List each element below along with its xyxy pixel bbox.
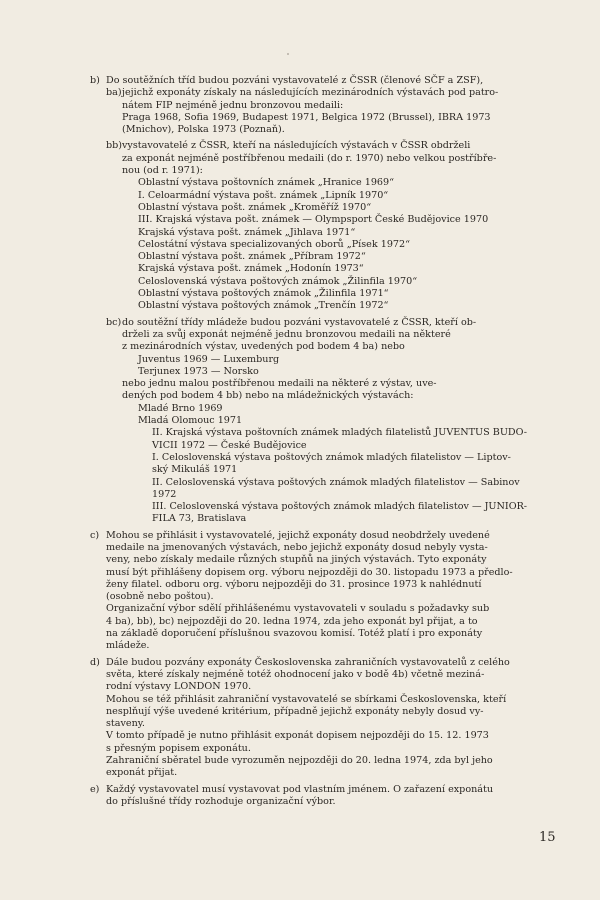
ba-line: nátem FIP nejméně jednu bronzovou medaili:	[122, 99, 344, 111]
d-line: V tomto případě je nutno přihlásit exponát dopisem nejpozději do 15. 12. 1973	[106, 730, 489, 742]
paper-speck	[287, 53, 289, 55]
bc-regional-item	[152, 477, 558, 502]
bc-list-international	[122, 354, 558, 379]
bc-regional-item	[152, 452, 558, 477]
bb-line: vystavovatelé z ČSSR, kteří na následujících výstavách v ČSSR obdrželi	[122, 140, 471, 152]
c-line: 4 ba), bb), bc) nejpozději do 20. ledna 1974, zda jeho exponát byl přijat, a to	[106, 615, 478, 627]
bb-exhibition: Oblastní výstava pošt. známek „Příbram 1972“	[138, 251, 366, 263]
d-line: exponát přijat.	[106, 767, 178, 779]
bb-exhibition: Oblastní výstava poštových známok „Žilinfila 1971“	[138, 288, 389, 300]
bc-line: drželi za svůj exponát nejméně jednu bronzovou medaili na některé	[122, 328, 451, 340]
bc-regional-line: I. Celoslovenská výstava poštových známok mladých filatelistov — Liptov-	[152, 451, 511, 463]
bc-line: nebo jednu malou postříbřenou medaili na některé z výstav, uve-	[122, 378, 437, 390]
bc-regional-line: II. Krajská výstava poštovních známek mladých filatelistů JUVENTUS BUDO-	[152, 427, 528, 439]
bc-regional-item	[152, 427, 558, 452]
bc-list-youth	[122, 403, 558, 428]
bc-regional-line: II. Celoslovenská výstava poštových známok mladých filatelistov — Sabinov	[152, 476, 520, 488]
bb-exhibition: Celoslovenská výstava poštových známok „Žilinfila 1970“	[138, 275, 418, 287]
bc-regional-line: 1972	[152, 488, 177, 500]
ba-line: jejichž exponáty získaly na následujících mezinárodních výstavách pod patro-	[122, 87, 499, 99]
bc-line: z mezinárodních výstav, uvedených pod bodem 4 ba) nebo	[122, 341, 405, 353]
section-d	[90, 657, 558, 780]
d-line: rodní výstavy LONDON 1970.	[106, 681, 252, 693]
bb-exhibition: Oblastní výstava pošt. známek „Kroměříž 1970“	[138, 201, 372, 213]
ba-line: Praga 1968, Sofia 1969, Budapest 1971, Belgica 1972 (Brussel), IBRA 1973	[122, 111, 491, 123]
section-c-label: c)	[90, 529, 100, 541]
d-line: světa, které získaly nejméně totéž ohodnocení jako v bodě 4b) včetně meziná-	[106, 668, 485, 680]
c-line: ženy filatel. odboru org. výboru nejpozději do 31. prosince 1973 k nahlédnutí	[106, 578, 482, 590]
c-line: mládeže.	[106, 640, 150, 652]
section-b-intro: Do soutěžních tříd budou pozváni vystavovatelé z ČSSR (členové SČF a ZSF),	[106, 75, 484, 86]
c-line: na základě doporučení příslušnou svazovou komisí. Totéž platí i pro exponáty	[106, 628, 483, 640]
d-line: s přesným popisem exponátu.	[106, 742, 251, 754]
bb-exhibition: Celostátní výstava specializovaných oborů „Písek 1972“	[138, 238, 411, 250]
bb-exhibition: Oblastní výstava poštových známok „Trenčín 1972“	[138, 300, 389, 312]
bc-line: do soutěžní třídy mládeže budou pozváni vystavovatelé z ČSSR, kteří ob-	[122, 316, 477, 328]
subsection-ba-label: ba)	[106, 87, 122, 99]
subsection-bb	[106, 140, 558, 312]
subsection-ba	[106, 87, 558, 136]
bc-regional-line: ský Mikuláš 1971	[152, 464, 238, 476]
bb-exhibition: Krajská výstava pošt. známek „Jihlava 1971“	[138, 226, 356, 238]
bc-line: dených pod bodem 4 bb) nebo na mládežnických výstavách:	[122, 390, 414, 402]
bc-exhibition: Mladá Olomouc 1971	[138, 415, 243, 427]
c-line: Mohou se přihlásit i vystavovatelé, jejichž exponáty dosud neobdržely uvedené	[106, 529, 490, 541]
bb-exhibition: Oblastní výstava poštovních známek „Hranice 1969“	[138, 177, 395, 189]
c-line: Organizační výbor sdělí přihlášenému vystavovateli v souladu s požadavky sub	[106, 603, 490, 615]
section-e	[90, 784, 558, 809]
c-line: medaile na jmenovaných výstavách, nebo jejichž exponáty dosud nebyly vysta-	[106, 541, 488, 553]
bb-exhibition: III. Krajská výstava pošt. známek — Olympsport České Budějovice 1970	[138, 214, 489, 226]
c-line: (osobně nebo poštou).	[106, 591, 214, 603]
e-line: do příslušné třídy rozhoduje organizační výbor.	[106, 795, 336, 807]
bc-exhibition: Juventus 1969 — Luxemburg	[138, 353, 280, 365]
subsection-bc	[106, 317, 558, 526]
bb-exhibition-list	[122, 177, 558, 312]
bb-exhibition: Krajská výstava pošt. známek „Hodonín 1973“	[138, 263, 364, 275]
d-line: Dále budou pozvány exponáty Československa zahraničních vystavovatelů z celého	[106, 656, 510, 668]
d-line: staveny.	[106, 718, 145, 730]
bc-regional-item	[152, 501, 558, 526]
section-b-label: b)	[90, 75, 100, 86]
e-line: Každý vystavovatel musí vystavovat pod vlastním jménem. O zařazení exponátu	[106, 783, 494, 795]
bc-exhibition: Mladé Brno 1969	[138, 402, 223, 414]
bc-regional-line: III. Celoslovenská výstava poštových známok mladých filatelistov — JUNIOR-	[152, 501, 528, 513]
section-d-label: d)	[90, 656, 100, 668]
subsection-bc-label: bc)	[106, 316, 122, 328]
ba-line: (Mnichov), Polska 1973 (Poznaň).	[122, 124, 285, 136]
section-c	[90, 530, 558, 653]
bb-exhibition: I. Celoarmádní výstava pošt. známek „Lipník 1970“	[138, 189, 389, 201]
bc-regional-line: VICII 1972 — České Budějovice	[152, 439, 307, 451]
d-line: nesplňují výše uvedené kritérium, případně jejichž exponáty nebyly dosud vy-	[106, 705, 484, 717]
subsection-bb-label: bb)	[106, 140, 123, 152]
bc-regional-line: FILA 73, Bratislava	[152, 513, 247, 525]
c-line: musí být přihlášeny dopisem org. výboru nejpozději do 30. listopadu 1973 a předlo-	[106, 566, 513, 578]
bc-list-regional	[122, 427, 558, 525]
bc-exhibition: Terjunex 1973 — Norsko	[138, 365, 259, 377]
section-b	[90, 75, 558, 526]
d-line: Zahraniční sběratel bude vyrozuměn nejpozději do 20. ledna 1974, zda byl jeho	[106, 755, 493, 767]
bb-line: za exponát nejméně postříbřenou medaili (do r. 1970) nebo velkou postříbře-	[122, 152, 497, 164]
c-line: veny, nebo získaly medaile různých stupňů na jiných výstavách. Tyto exponáty	[106, 554, 487, 566]
bb-line: nou (od r. 1971):	[122, 165, 203, 177]
section-e-label: e)	[90, 783, 100, 795]
d-line: Mohou se též přihlásit zahraniční vystavovatelé se sbírkami Československa, kteří	[106, 693, 507, 705]
page-number: 15	[539, 830, 556, 845]
